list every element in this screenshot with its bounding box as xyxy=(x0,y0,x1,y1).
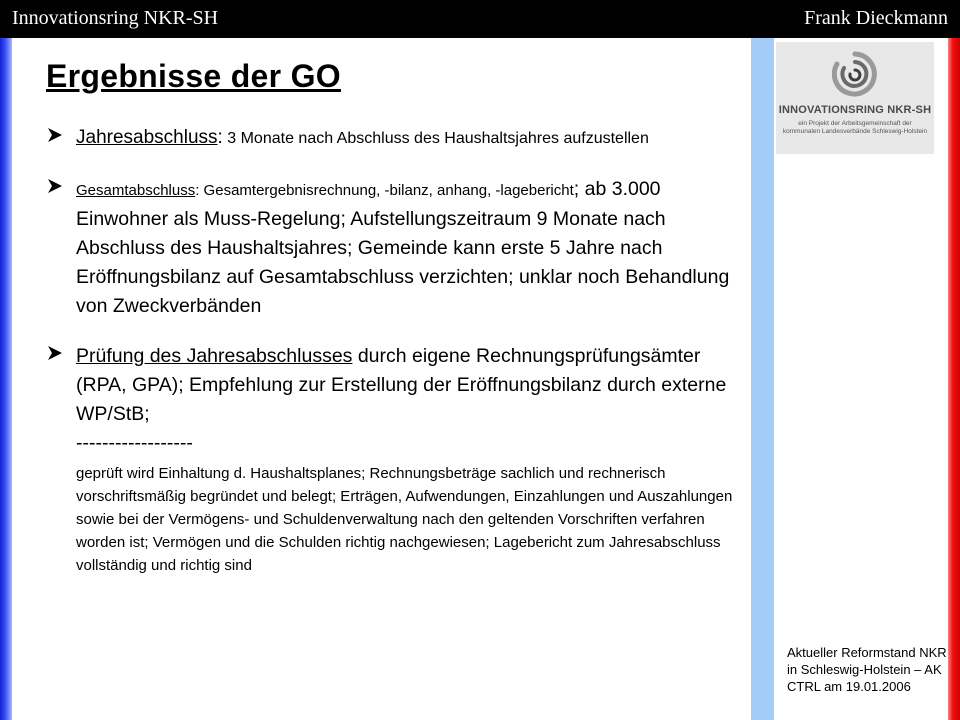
logo-name: INNOVATIONSRING NKR-SH xyxy=(778,104,932,116)
bullet-separator: : xyxy=(217,127,223,148)
bullet-jahresabschluss xyxy=(46,124,746,153)
bullet-text xyxy=(76,124,746,153)
bullet-body: ; ab 3.000 Einwohner als Muss-Regelung; Aufstellungszeitraum 9 Monate nach Abschluss des Haushaltsjahres; Gemeinde kann erste 5 Jahre nach Eröffnungsbilanz auf Gesamtabschluss verzichten; unklar noch Behandlung von Zweckverbänden xyxy=(76,178,730,317)
bullet-heading: Jahresabschluss xyxy=(76,127,218,148)
header-left-text: Innovationsring NKR-SH xyxy=(12,7,219,29)
bullet-dashes: ------------------ xyxy=(76,432,193,454)
slide-title: Ergebnisse der GO xyxy=(46,58,341,94)
bullet-text xyxy=(76,175,746,321)
header-bar xyxy=(0,0,960,38)
ring-logo-icon xyxy=(832,50,878,102)
light-blue-column xyxy=(751,38,774,720)
arrow-bullet-icon xyxy=(46,344,64,362)
bullet-list xyxy=(46,124,746,577)
bullet-text xyxy=(76,342,746,429)
logo xyxy=(776,42,934,154)
bullet-heading: Prüfung des Jahresabschlusses xyxy=(76,345,353,367)
header-right-text: Frank Dieckmann xyxy=(804,7,948,29)
bullet-body: durch eigene Rechnungsprüfungsämter (RPA, GPA); Empfehlung zur Erstellung der Eröffnungsbilanz durch externe WP/StB; xyxy=(76,345,727,425)
bullet-body: 3 Monate nach Abschluss des Haushaltsjahres aufzustellen xyxy=(222,130,649,147)
logo-subtitle: ein Projekt der Arbeitsgemeinschaft der kommunalen Landesverbände Schleswig-Holstein xyxy=(782,120,928,135)
arrow-bullet-icon xyxy=(46,177,64,195)
bullet-body-small: : Gesamtergebnisrechnung, -bilanz, anhang, -lagebericht xyxy=(195,182,574,199)
bullet-pruefung xyxy=(46,342,746,577)
footer-note: Aktueller Reformstand NKR in Schleswig-Holstein – AK CTRL am 19.01.2006 xyxy=(787,645,947,694)
bullet-gesamtabschluss xyxy=(46,175,746,321)
bullet-detail: geprüft wird Einhaltung d. Haushaltsplanes; Rechnungsbeträge sachlich und rechnerisch vorschriftsmäßig begründet und belegt; Erträgen, Aufwendungen, Einzahlungen und Auszahlungen sowie bei der Vermögens- und Schuldenverwaltung nach den geltenden Vorschriften verfahren worden ist; Vermögen und die Schulden richtig nachgewiesen; Lagebericht zum Jahresabschluss vollständig und richtig sind xyxy=(76,465,733,574)
right-red-stripe xyxy=(948,38,960,720)
bullet-heading: Gesamtabschluss xyxy=(76,182,196,199)
arrow-bullet-icon xyxy=(46,126,64,144)
left-blue-stripe xyxy=(0,38,12,720)
